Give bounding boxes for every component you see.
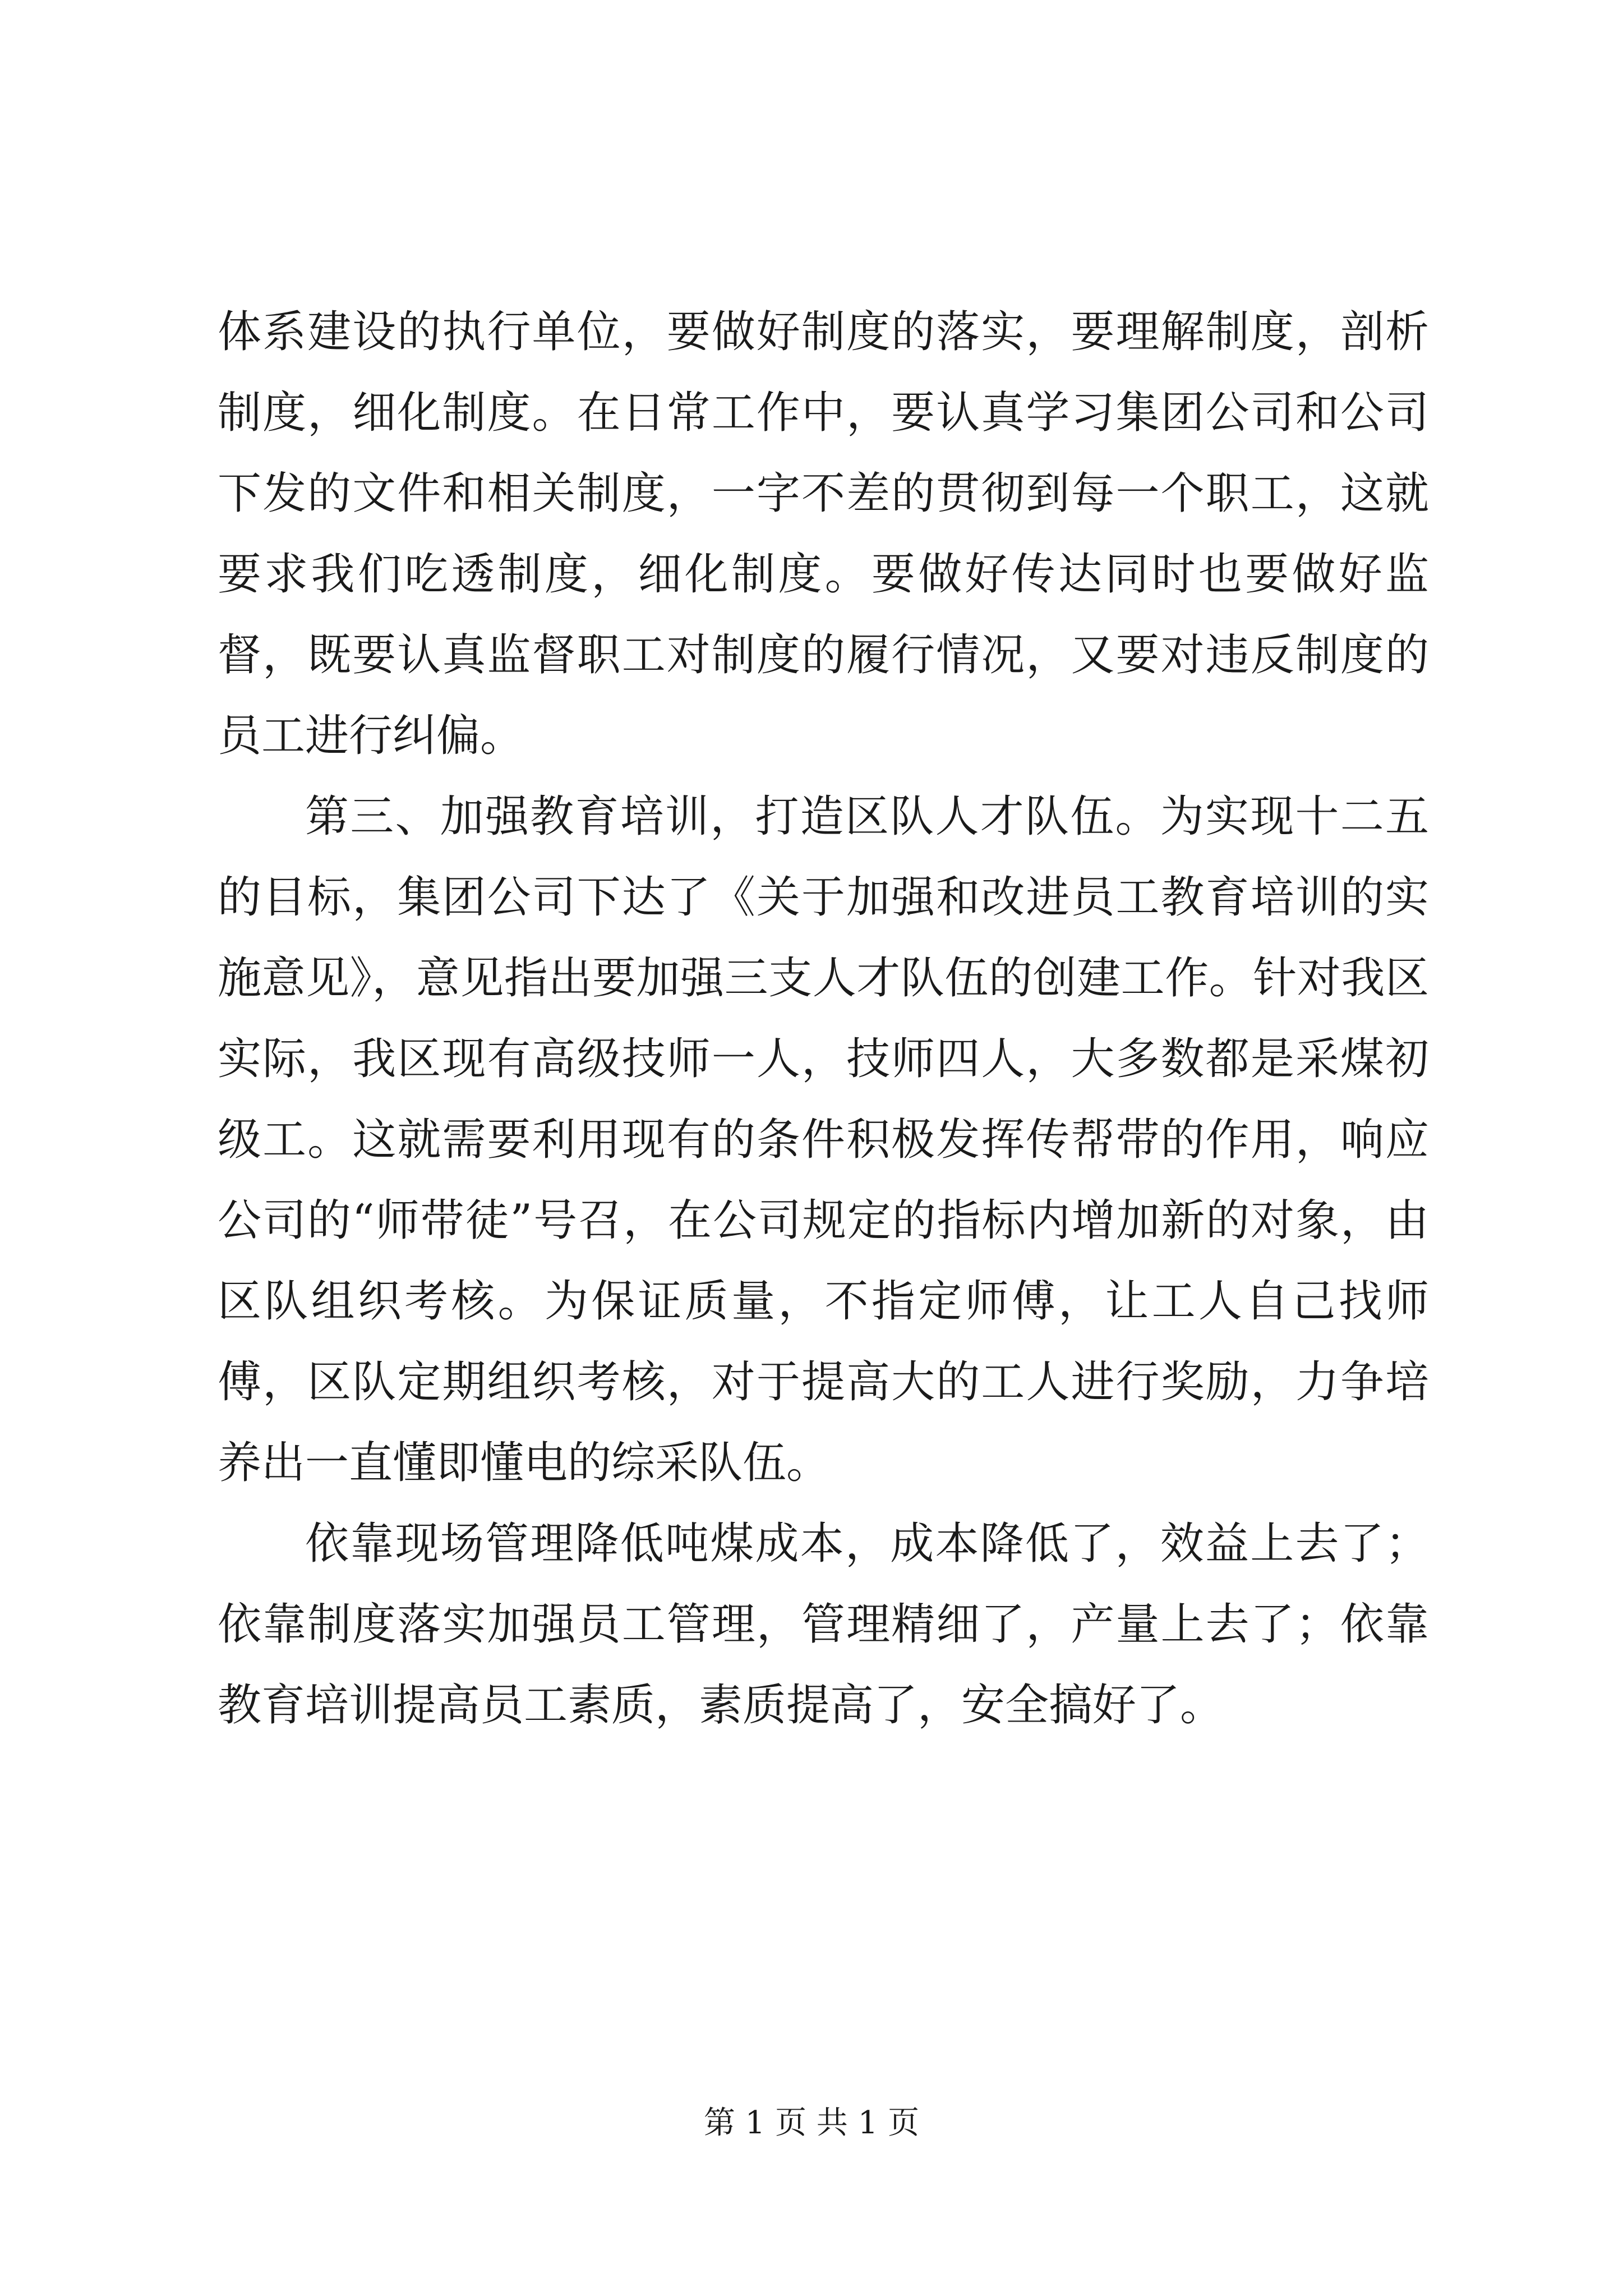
paragraph-2: 第三、加强教育培训，打造区队人才队伍。为实现十二五的目标，集团公司下达了《关于加强和改进员工教育培训的实施意见》，意见指出要加强三支人才队伍的创建工作。针对我区实际，我区现有高级技师一人，技师四人，大多数都是采煤初级工。这就需要利用现有的条件积极发挥传帮带的作用，响应公司的“师带徒”号召，在公司规定的指标内增加新的对象，由区队组织考核。为保证质量，不指定师傅，让工人自己找师傅，区队定期组织考核，对于提高大的工人进行奖励，力争培养出一直懂即懂电的综采队伍。	[218, 792, 1429, 1488]
document-body	[218, 292, 1429, 1746]
page-footer: 第 1 页 共 1 页	[703, 2105, 920, 2141]
paragraph-3: 依靠现场管理降低吨煤成本，成本降低了，效益上去了；依靠制度落实加强员工管理，管理精细了，产量上去了；依靠教育培训提高员工素质，素质提高了，安全搞好了。	[218, 1519, 1429, 1731]
paragraph-1: 体系建设的执行单位，要做好制度的落实，要理解制度，剖析制度，细化制度。在日常工作中，要认真学习集团公司和公司下发的文件和相关制度，一字不差的贯彻到每一个职工，这就要求我们吃透制度，细化制度。要做好传达同时也要做好监督，既要认真监督职工对制度的履行情况，又要对违反制度的员工进行纠偏。	[218, 307, 1429, 761]
